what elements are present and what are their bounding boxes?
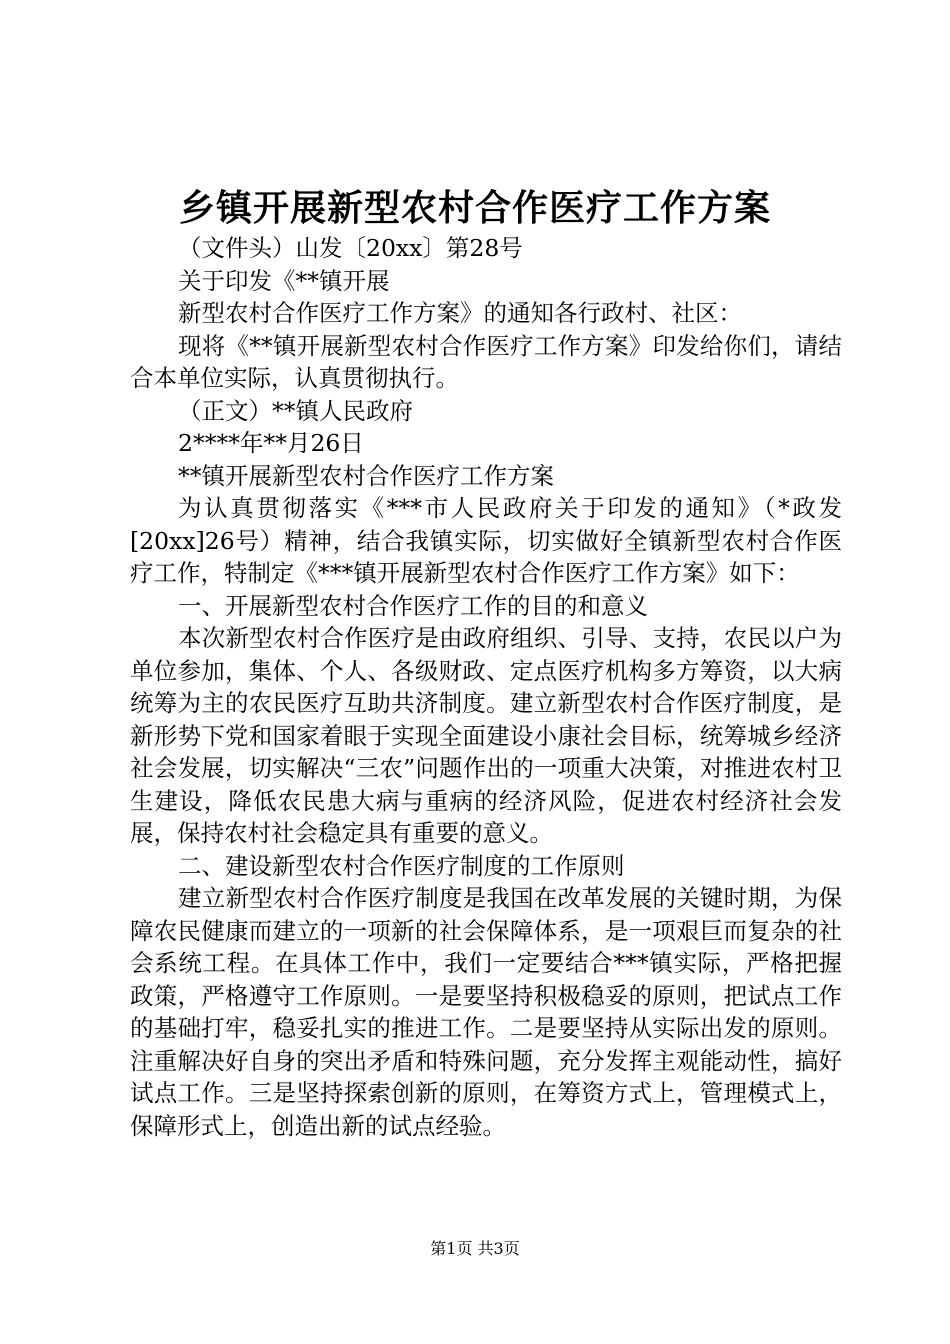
paragraph-file-header: （文件头）山发〔20xx〕第28号 <box>178 234 523 262</box>
document-body <box>130 232 842 1142</box>
section-heading-1: 一、开展新型农村合作医疗工作的目的和意义 <box>178 591 648 620</box>
page-footer: 第1页 共3页 <box>430 1239 520 1258</box>
paragraph-plan-title: **镇开展新型农村合作医疗工作方案 <box>178 461 554 490</box>
paragraph-section-1: 本次新型农村合作医疗是由政府组织、引导、支持，农民以户为单位参加，集体、个人、各级财政、定点医疗机构多方筹资，以大病统筹为主的农民医疗互助共济制度。建立新型农村合作医疗制度，是新形势下党和国家着眼于实现全面建设小康社会目标，统筹城乡经济社会发展，切实解决“三农”问题作出的一项重大决策，对推进农村卫生建设，降低农民患大病与重病的经济风险，促进农村经济社会发展，保持农村社会稳定具有重要的意义。 <box>130 624 842 847</box>
section-heading-2: 二、建设新型农村合作医疗制度的工作原则 <box>178 851 625 880</box>
paragraph-date: 2****年**月26日 <box>178 429 364 457</box>
paragraph-notice-recipients: 新型农村合作医疗工作方案》的通知各行政村、社区： <box>178 299 742 327</box>
document-title: 乡镇开展新型农村合作医疗工作方案 <box>178 187 771 229</box>
paragraph-notice-body: 现将《**镇开展新型农村合作医疗工作方案》印发给你们，请结合本单位实际，认真贯彻执行。 <box>130 331 842 392</box>
paragraph-intro: 为认真贯彻落实《***市人民政府关于印发的通知》（*政发[20xx]26号）精神，结合我镇实际，切实做好全镇新型农村合作医疗工作，特制定《***镇开展新型农村合作医疗工作方案》如下： <box>130 494 842 587</box>
paragraph-section-2: 建立新型农村合作医疗制度是我国在改革发展的关键时期，为保障农民健康而建立的一项新的社会保障体系，是一项艰巨而复杂的社会系统工程。在具体工作中，我们一定要结合***镇实际，严格把握政策，严格遵守工作原则。一是要坚持积极稳妥的原则，把试点工作的基础打牢，稳妥扎实的推进工作。二是要坚持从实际出发的原则。注重解决好自身的突出矛盾和特殊问题，充分发挥主观能动性，搞好试点工作。三是坚持探索创新的原则，在筹资方式上，管理模式上，保障形式上，创造出新的试点经验。 <box>130 884 842 1140</box>
paragraph-notice-title: 关于印发《**镇开展 <box>178 266 390 295</box>
paragraph-issuer: （正文）**镇人民政府 <box>178 396 413 425</box>
